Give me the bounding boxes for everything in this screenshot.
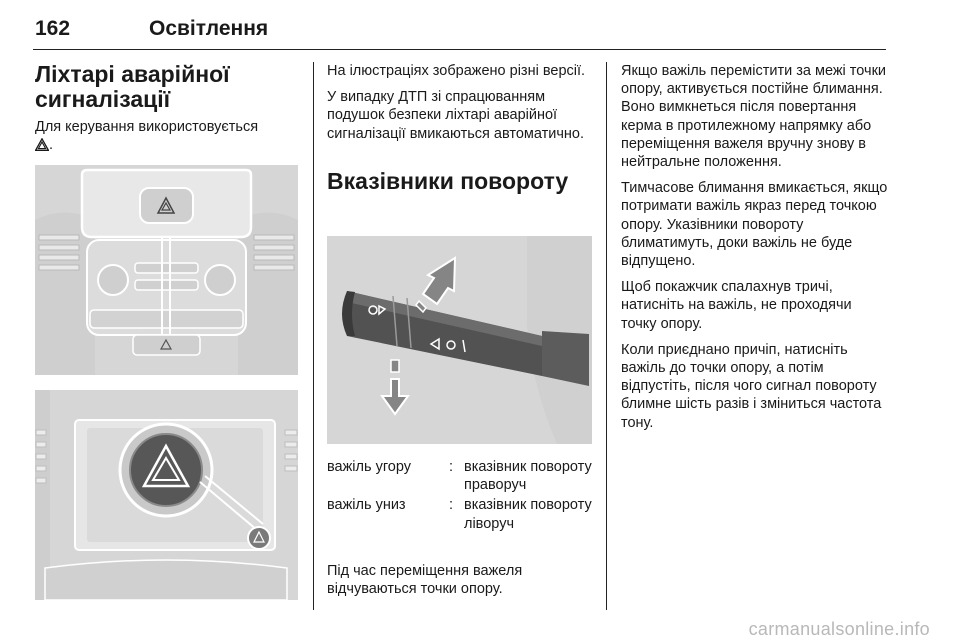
middle-column bbox=[327, 62, 595, 212]
figure-turn-signal-lever bbox=[327, 236, 592, 444]
triple-flash-text: Щоб покажчик спалахнув тричі, натисніть на важіль, не проходячи точку опору. bbox=[621, 279, 852, 332]
header-rule bbox=[33, 49, 886, 50]
legend-term-up: важіль угору bbox=[327, 459, 412, 475]
lever-legend bbox=[327, 458, 595, 535]
dashboard-illustration bbox=[35, 165, 298, 375]
legend-term-down: важіль униз bbox=[327, 497, 406, 514]
column-divider-2 bbox=[606, 62, 607, 610]
legend-colon: : bbox=[449, 497, 454, 514]
legend-colon: : bbox=[449, 459, 454, 475]
figure-dashboard-hazard-button bbox=[35, 165, 298, 375]
airbag-note: У випадку ДТП зі спрацюванням подушок безпеки ліхтарі аварійної сигналізації вмикаються автоматично. bbox=[327, 89, 585, 142]
console-illustration bbox=[35, 390, 298, 600]
lever-illustration bbox=[327, 236, 592, 444]
permanent-flash-text: Якщо важіль перемістити за межі точки опору, активується постійне блимання. Воно вимкнеться після повертання керма в протилежному напрямку або переміщення важеля вручну знову в нейтральне положення. bbox=[621, 63, 887, 171]
section-title-turn-signals: Вказівники повороту bbox=[327, 167, 569, 194]
column-divider-1 bbox=[313, 62, 314, 610]
section-title-line2: сигналізації bbox=[35, 86, 171, 112]
right-column bbox=[621, 62, 889, 440]
page-number: 162 bbox=[35, 17, 71, 40]
left-column bbox=[35, 62, 300, 162]
hazard-intro-tail: . bbox=[49, 137, 54, 154]
hazard-intro-text: Для керування використовується bbox=[35, 119, 259, 135]
hazard-intro bbox=[35, 118, 300, 154]
legend-row-up bbox=[327, 458, 595, 494]
detent-note: Під час переміщення важеля відчуваються точки опору. bbox=[327, 563, 523, 598]
versions-note: На ілюстраціях зображено різні версії. bbox=[327, 63, 586, 79]
trailer-flash-text: Коли приєднано причіп, натисніть важіль до точки опору, а потім відпустіть, після чого сигнал повороту блимне шість разів і зміниться частота тону. bbox=[621, 341, 882, 431]
chapter-title: Освітлення bbox=[149, 17, 269, 40]
figure-console-hazard-button bbox=[35, 390, 298, 600]
page-header bbox=[33, 13, 886, 51]
watermark: carmanualsonline.info bbox=[748, 619, 930, 639]
legend-desc-down: вказівник повороту ліворуч bbox=[464, 497, 592, 532]
section-title-line1: Ліхтарі аварійної bbox=[35, 61, 230, 87]
legend-row-down bbox=[327, 496, 595, 532]
temporary-flash-text: Тимчасове блимання вмикається, якщо потримати важіль якраз перед точкою опору. Указівники повороту блиматимуть, доки важіль не буде відпущено. bbox=[621, 180, 888, 270]
legend-desc-up: вказівник повороту праворуч bbox=[464, 459, 592, 494]
hazard-triangle-icon bbox=[35, 138, 49, 151]
section-title-hazard bbox=[35, 62, 300, 112]
